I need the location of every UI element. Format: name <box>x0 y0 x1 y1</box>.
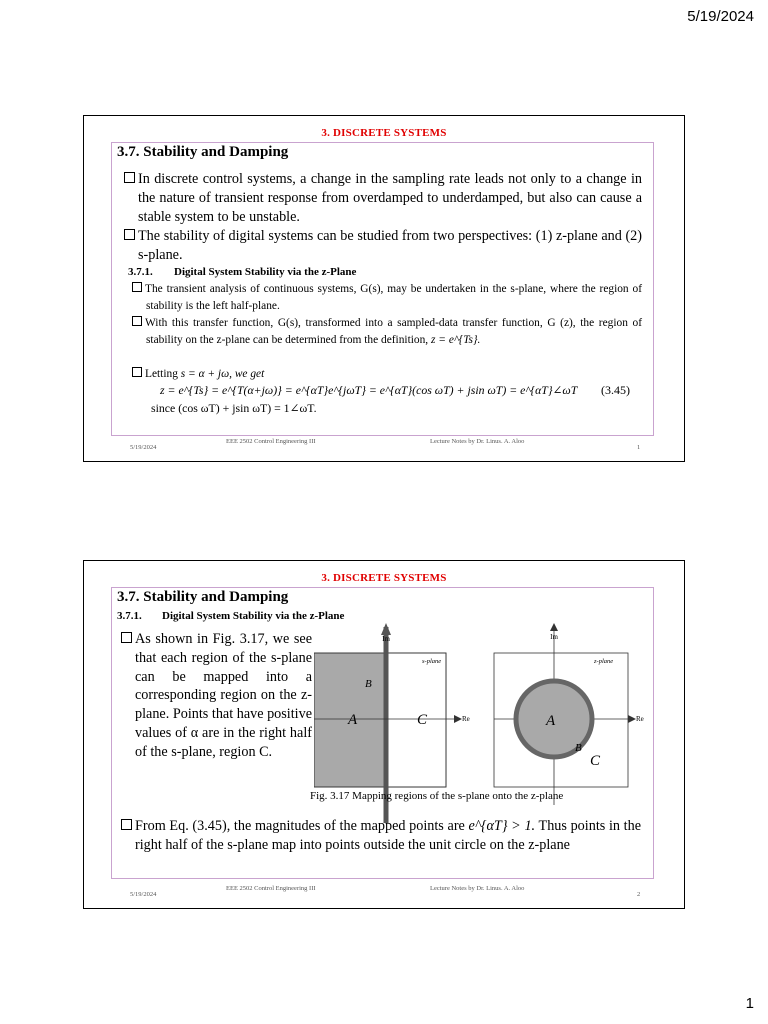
footer-course: EEE 2502 Control Engineering III <box>226 438 316 445</box>
z-plane-im-label: Im <box>550 633 558 641</box>
s-plane-label: s-plane <box>422 658 442 665</box>
slide-2 <box>83 560 685 909</box>
z-plane-re-label: Re <box>636 715 644 723</box>
footer-author: Lecture Notes by Dr. Linus. A. Aloo <box>430 438 525 445</box>
checkbox-bullet-icon <box>132 367 142 377</box>
equation-label: (3.45) <box>601 383 630 397</box>
chapter-title: 3. DISCRETE SYSTEMS <box>321 572 447 584</box>
checkbox-bullet-icon <box>132 316 142 326</box>
magnitude-equation: e^{αT} > 1. <box>468 818 536 834</box>
bullet-figure-description: As shown in Fig. 3.17, we see that each region of the s-plane can be mapped into a corresponding region on the z-plane. Points that have positive values of α are in the right half of the s-plane, region C. <box>121 630 312 762</box>
letting-equation: s = α + jω, we get <box>180 368 265 380</box>
s-plane-re-arrow-icon <box>454 715 462 723</box>
s-plane-im-label: Im <box>382 635 390 643</box>
section-title: 3.7. Stability and Damping <box>117 589 289 605</box>
sub-bullet-transient: The transient analysis of continuous systems, G(s), may be undertaken in the s-plane, where the region of stability is the left half-plane. <box>132 281 642 314</box>
footer-course: EEE 2502 Control Engineering III <box>226 885 316 892</box>
s-plane-region-c: C <box>417 712 428 728</box>
chapter-title: 3. DISCRETE SYSTEMS <box>321 127 447 139</box>
bullet-sampling-rate: In discrete control systems, a change in the sampling rate leads not only to a change in the nature of transient response from overdamped to underdamped, but also can cause a stable system to be unstable. <box>124 170 642 227</box>
z-plane-im-arrow-icon <box>550 623 558 631</box>
page-date: 5/19/2024 <box>687 8 754 25</box>
checkbox-bullet-icon <box>124 229 135 240</box>
footer-date: 5/19/2024 <box>130 444 157 451</box>
equation-3-45: z = e^{Ts} = e^{T(α+jω)} = e^{αT}e^{jωT} = e^{αT}(cos ωT) + jsin ωT) = e^{αT}∠ωT <box>160 383 578 397</box>
s-plane-re-label: Re <box>462 715 470 723</box>
sub-bullet-letting: Letting s = α + jω, we get <box>132 366 642 383</box>
s-plane-im-arrow-icon <box>381 623 391 635</box>
z-plane-label: z-plane <box>594 658 614 665</box>
footer-slide-number: 1 <box>637 444 641 451</box>
s-plane-region-b: B <box>365 678 372 690</box>
subsection-heading: 3.7.1. Digital System Stability via the z-Plane <box>117 610 345 622</box>
definition-equation: z = e^{Ts}. <box>431 333 481 346</box>
checkbox-bullet-icon <box>132 282 142 292</box>
subsection-heading: 3.7.1. Digital System Stability via the z-Plane <box>128 266 357 278</box>
slide-1 <box>83 115 685 462</box>
sub-bullet-transfer-function: With this transfer function, G(s), transformed into a sampled-data transfer function, G (z), the region of stability on the z-plane can be determined from the definition, z = e^{Ts}. <box>132 315 642 348</box>
z-plane-region-a: A <box>546 713 556 729</box>
footer-author: Lecture Notes by Dr. Linus. A. Aloo <box>430 885 525 892</box>
z-plane-region-b: B <box>575 742 582 754</box>
checkbox-bullet-icon <box>124 172 135 183</box>
z-plane-re-arrow-icon <box>628 715 636 723</box>
figure-caption: Fig. 3.17 Mapping regions of the s-plane onto the z-plane <box>310 790 564 802</box>
checkbox-bullet-icon <box>121 632 132 643</box>
bullet-perspectives: The stability of digital systems can be studied from two perspectives: (1) z-plane and (2) s-plane. <box>124 227 642 265</box>
since-equation: since (cos ωT) + jsin ωT) = 1∠ωT. <box>151 401 317 415</box>
page-number: 1 <box>745 995 754 1012</box>
z-plane-region-c: C <box>590 753 601 769</box>
footer-date: 5/19/2024 <box>130 891 157 898</box>
s-plane-region-a: A <box>348 712 358 728</box>
checkbox-bullet-icon <box>121 819 132 830</box>
footer-slide-number: 2 <box>637 891 641 898</box>
s-plane-right-region <box>386 653 446 787</box>
bullet-magnitude: From Eq. (3.45), the magnitudes of the mapped points are e^{αT} > 1. Thus points in the right half of the s-plane map into points outside the unit circle on the z-plane <box>121 817 641 855</box>
mapping-figure <box>314 623 658 843</box>
section-title: 3.7. Stability and Damping <box>117 144 289 160</box>
